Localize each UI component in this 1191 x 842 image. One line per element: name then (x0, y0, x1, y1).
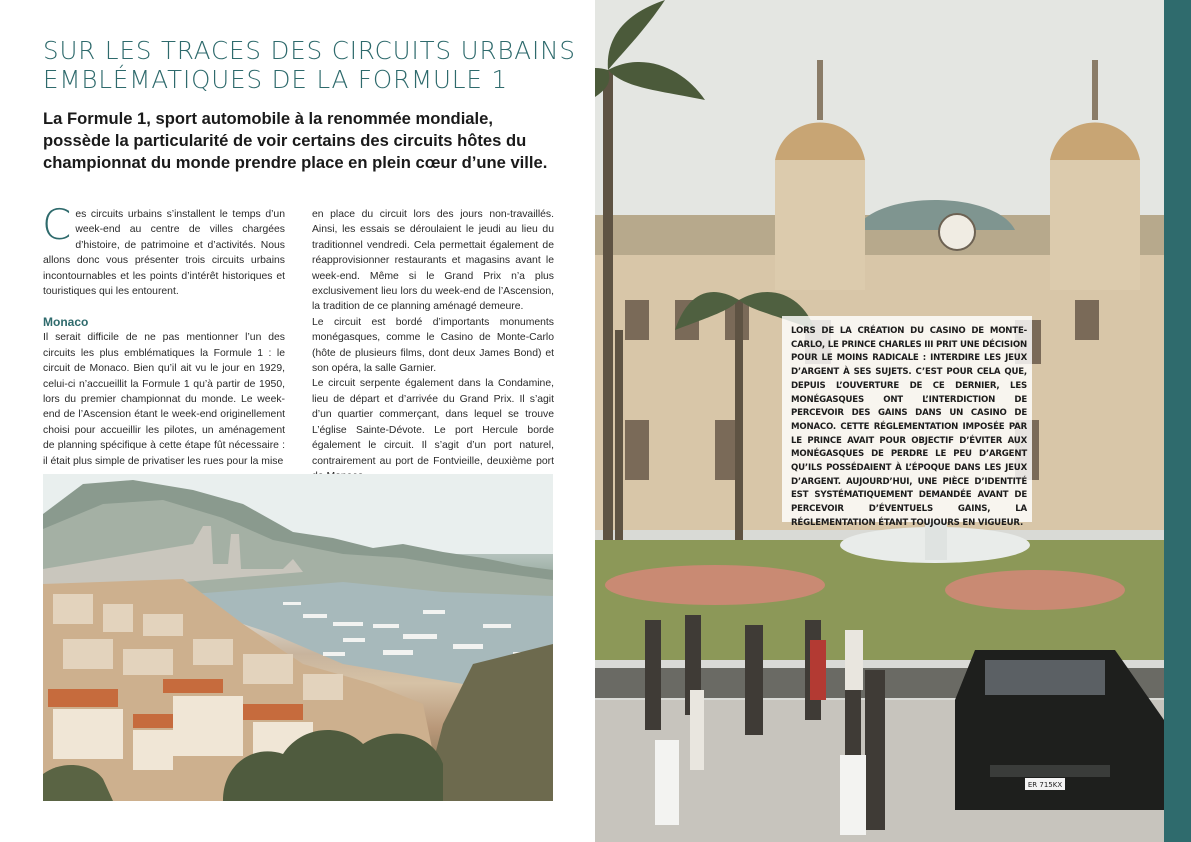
left-page (0, 0, 595, 842)
section-heading: Monaco (43, 315, 89, 330)
intro-text: es circuits urbains s’installent le temps d’un week-end au centre de villes chargées d’histoire, de patrimoine et d’activités. Nous allons donc vous présenter trois circuits urbains incontournables et les points d’intérêt historiques et touristiques qui les entourent. (43, 209, 285, 298)
monaco-harbor-illustration (43, 474, 553, 801)
section-paragraph-2: Le circuit est bordé d’importants monuments monégasques, comme le Casino de Monte-Carlo (hôte de plusieurs films, dont deux James Bond) et son opéra, la salle Garnier. (312, 316, 554, 375)
drop-cap: C (42, 200, 72, 249)
section-paragraph-1-continued: en place du circuit lors des jours non-travaillés. Ainsi, les essais se déroulaient le jeudi au lieu du traditionnel vendredi. Cela permettait également de réapprovisionner restaurants et magasins avant le week-end. Même si le Grand Prix n’a plus exclusivement lieu lors du week-end de l’Ascension, la tradition de ce planning aménagé demeure. (312, 209, 554, 313)
article-title (43, 36, 583, 94)
license-plate: ER 715KX (1027, 781, 1063, 789)
section-paragraph-3: Le circuit serpente également dans la Condamine, lieu de départ et d’arrivée du Grand Prix. Il s’agit d’un quartier commerçant, dans lequel se trouve L’église Sainte-Dévote. Le port Hercule borde également le circuit. Il s’agit d’un port naturel, contrairement au port de Fontvieille, deuxième port (312, 378, 554, 467)
title-line-2: EMBLÉMATIQUES DE LA FORMULE 1 (43, 65, 508, 94)
accent-sidebar (1164, 0, 1191, 842)
text-column-2 (312, 207, 554, 484)
text-column-1 (42, 200, 285, 469)
intro-paragraph (42, 200, 285, 299)
section-paragraph-1: Il serait difficile de ne pas mentionner l’un des circuits les plus emblématiques la Formule 1 : le circuit de Monaco. Bien qu’il ait vu le jour en 1929, celui-ci n’accueillit la Formule 1 qu’à partir de 1950, lors du premier championnat du monde. Le week-end de l’Ascension étant le week-end originellement choisi pour accueillir les pilotes, un aménagement de planning spécifique à cette étape fût nécessaire : il était plus simple de privatiser les rues pour la mise (43, 332, 285, 467)
lead-paragraph: La Formule 1, sport automobile à la renommée mondiale, possède la particularité de voir certains des circuits hôtes du championnat du monde prendre place en plein cœur d’une ville. (43, 109, 548, 172)
casino-caption-box (782, 316, 1032, 528)
monaco-harbor-photo (43, 474, 553, 801)
title-line-1: SUR LES TRACES DES CIRCUITS URBAINS (43, 36, 576, 65)
caption-text: LORS DE LA CRÉATION DU CASINO DE MONTE-CARLO, LE PRINCE CHARLES III PRIT UNE DÉCISION POUR LE MOINS RADICALE : INTERDIRE LES JEUX D’ARGENT À SES SUJETS. C’EST POUR CELA QUE, DEPUIS L’OUVERTURE DE CE DERNIER, LES MONÉGASQUES ONT L’INTERDICTION DE PERCEVOIR DES GAINS DANS UN CASINO DE MONACO. CETTE RÉGLEMENTATION IMPOSÉE PAR LE PRINCE AVAIT POUR OBJECTIF D’ÉVITER AUX MONÉGASQUES DE PERDRE LE PEU D’ARGENT QU’ILS POSSÉDAIENT À L’ÉPOQUE DANS LES JEUX D’ARGENT. AUJOURD’HUI, UNE PIÈCE D’IDENTITÉ EST SYSTÉMATIQUEMENT DEMANDÉE AVANT DE PERCEVOIR D’ÉVENTUELS GAINS, LA RÉGLEMENTATION ÉTANT TOUJOURS EN VIGUEUR. (791, 326, 1028, 528)
